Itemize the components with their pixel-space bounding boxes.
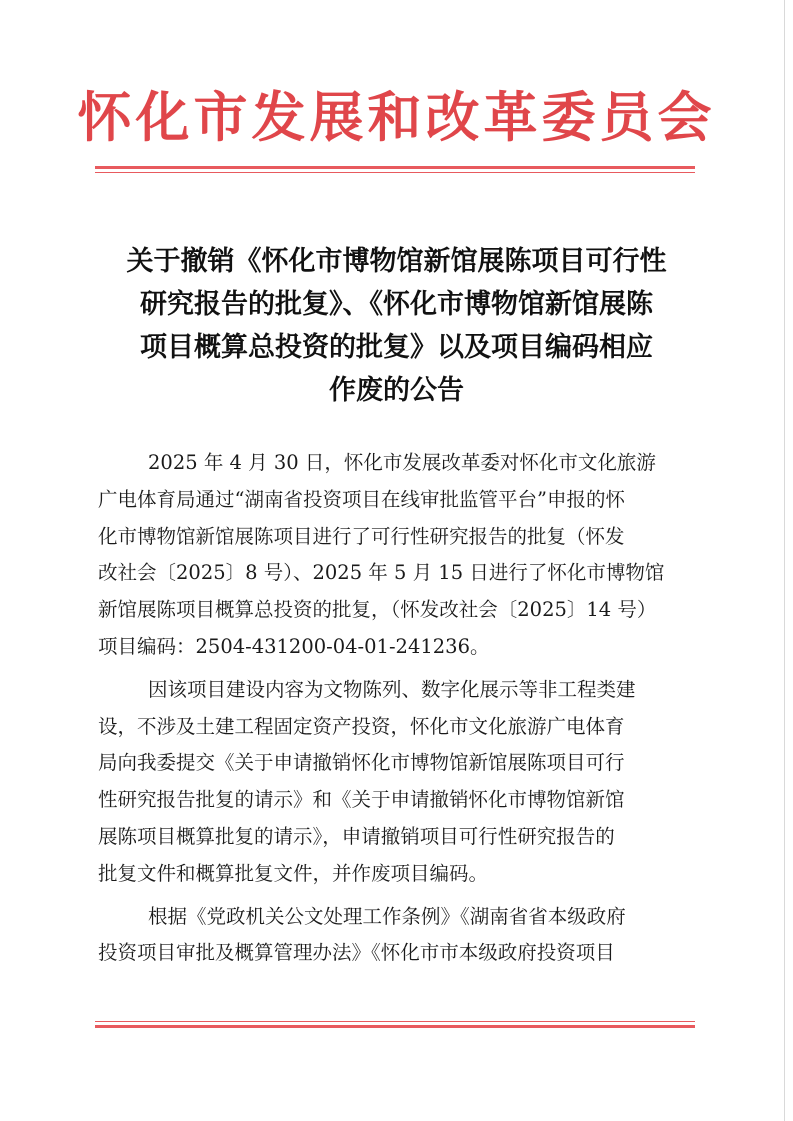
paragraph-line: 投资项目审批及概算管理办法》《怀化市市本级政府投资项目 [98, 941, 615, 965]
header-rule-thin [95, 172, 695, 173]
paragraph-line: 广电体育局通过“湖南省投资项目在线审批监管平台”申报的怀 [98, 487, 625, 511]
title-line: 作废的公告 [329, 375, 464, 406]
footer-rule-thin [95, 1021, 695, 1022]
paragraph-line: 项目编码：2504-431200-04-01-241236。 [98, 634, 490, 658]
document-body [98, 445, 693, 972]
paragraph-line: 新馆展陈项目概算总投资的批复，（怀发改社会〔2025〕14 号） [98, 598, 657, 622]
organization-masthead: 怀化市发展和改革委员会 [77, 86, 716, 149]
title-line: 研究报告的批复》、《怀化市博物馆新馆展陈 [140, 289, 653, 320]
paragraph-line: 改社会〔2025〕8 号）、2025 年 5 月 15 日进行了怀化市博物馆 [98, 561, 665, 585]
scan-edge-line [784, 0, 785, 1121]
paragraph-line: 因该项目建设内容为文物陈列、数字化展示等非工程类建 [148, 677, 636, 701]
paragraph-line: 设，不涉及土建工程固定资产投资，怀化市文化旅游广电体育 [98, 714, 625, 738]
paragraph-line: 批复文件和概算批复文件，并作废项目编码。 [98, 861, 489, 885]
paragraph-2 [98, 672, 693, 893]
title-line: 项目概算总投资的批复》以及项目编码相应 [140, 332, 653, 363]
paragraph-line: 局向我委提交《关于申请撤销怀化市博物馆新馆展陈项目可行 [98, 751, 625, 775]
title-line: 关于撤销《怀化市博物馆新馆展陈项目可行性 [126, 246, 667, 277]
paragraph-line: 根据《党政机关公文处理工作条例》《湖南省省本级政府 [148, 904, 626, 928]
paragraph-line: 性研究报告批复的请示》和《关于申请撤销怀化市博物馆新馆 [98, 788, 625, 812]
document-title [100, 240, 693, 412]
paragraph-3 [98, 899, 693, 973]
paragraph-1 [98, 445, 693, 666]
paragraph-line: 2025 年 4 月 30 日，怀化市发展改革委对怀化市文化旅游 [148, 451, 656, 474]
header-rule-thick [95, 166, 695, 169]
paragraph-line: 化市博物馆新馆展陈项目进行了可行性研究报告的批复（怀发 [98, 524, 625, 548]
paragraph-line: 展陈项目概算批复的请示》，申请撤销项目可行性研究报告的 [98, 824, 615, 848]
footer-rule-thick [95, 1025, 695, 1028]
